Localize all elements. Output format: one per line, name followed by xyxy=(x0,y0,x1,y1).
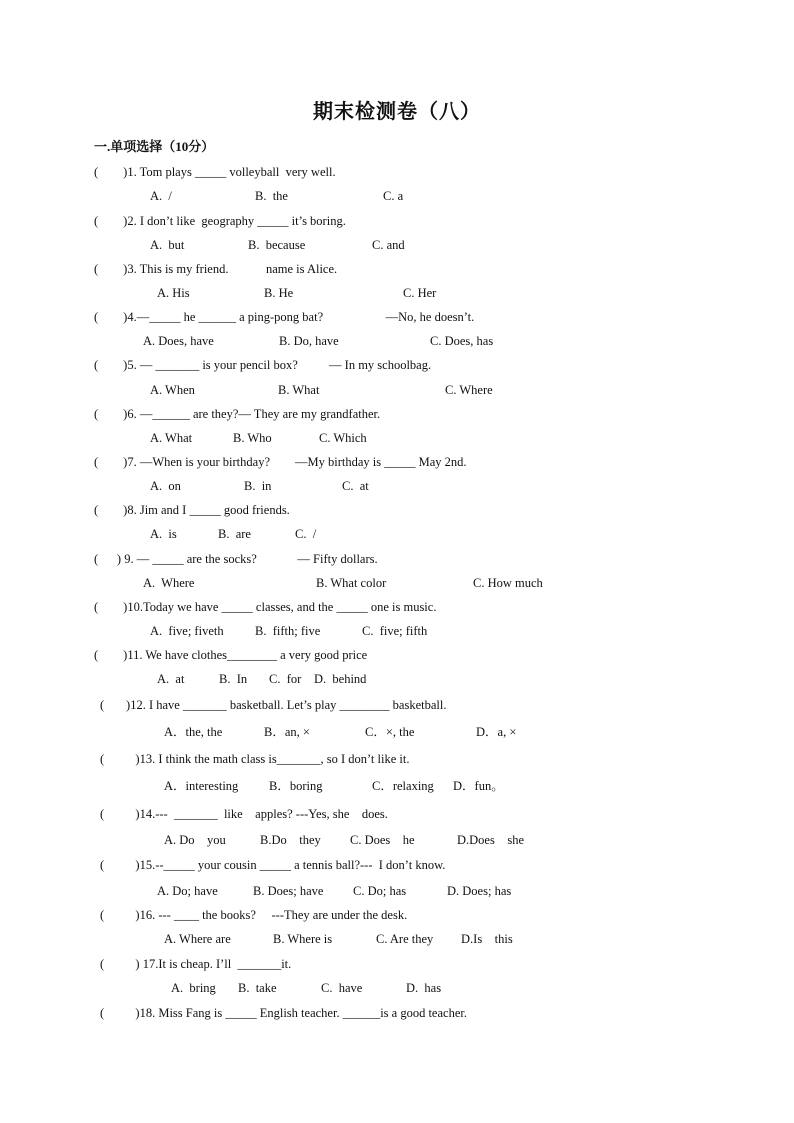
answer-option: B. In xyxy=(219,672,248,686)
answer-option: C．×, the xyxy=(365,725,415,739)
answer-option: A. / xyxy=(150,189,172,203)
answer-option: B. fifth; five xyxy=(255,624,321,638)
answer-option: C. and xyxy=(372,238,405,252)
question-stem: ( )14.--- _______ like apples? ---Yes, she does. xyxy=(100,807,388,821)
question-stem: ( )2. I don’t like geography _____ it’s boring. xyxy=(94,214,346,228)
answer-option: C. How much xyxy=(473,576,543,590)
answer-option: C. five; fifth xyxy=(362,624,428,638)
answer-option: C. Her xyxy=(403,286,437,300)
question-stem: ( )15.--_____ your cousin _____ a tennis ball?--- I don’t know. xyxy=(100,858,446,872)
answer-option: D．a, × xyxy=(476,725,517,739)
answer-option: B. in xyxy=(244,479,272,493)
answer-option: D.Does she xyxy=(457,833,525,847)
question-stem: ( )10.Today we have _____ classes, and the _____ one is music. xyxy=(94,600,437,614)
answer-option: A．interesting xyxy=(164,779,239,793)
answer-option: B. the xyxy=(255,189,288,203)
question-stem: ( ) 9. — _____ are the socks? — Fifty dollars. xyxy=(94,552,378,566)
answer-option: B．an, × xyxy=(264,725,310,739)
answer-option: A. Where xyxy=(143,576,195,590)
answer-option: B. Where is xyxy=(273,932,333,946)
question-stem: ( )18. Miss Fang is _____ English teacher. ______is a good teacher. xyxy=(100,1006,467,1020)
question-stem: ( )1. Tom plays _____ volleyball very well. xyxy=(94,165,336,179)
section-heading: 一.单项选择（10分） xyxy=(94,139,215,154)
answer-option: A. Does, have xyxy=(143,334,214,348)
answer-option: B. Does; have xyxy=(253,884,324,898)
question-stem: ( )11. We have clothes________ a very good price xyxy=(94,648,368,662)
answer-option: A. Do; have xyxy=(157,884,218,898)
answer-option: C．relaxing xyxy=(372,779,434,793)
question-stem: ( )5. — _______ is your pencil box? — In my schoolbag. xyxy=(94,358,432,372)
question-stem: ( )7. —When is your birthday? —My birthday is _____ May 2nd. xyxy=(94,455,467,469)
answer-option: A. but xyxy=(150,238,185,252)
question-stem: ( )13. I think the math class is_______, so I don’t like it. xyxy=(100,752,410,766)
answer-option: B.Do they xyxy=(260,833,321,847)
answer-option: A．the, the xyxy=(164,725,223,739)
answer-option: B．boring xyxy=(269,779,323,793)
answer-option: C. a xyxy=(383,189,404,203)
answer-option: B. Do, have xyxy=(279,334,339,348)
answer-option: A. Where are xyxy=(164,932,231,946)
answer-option: B. because xyxy=(248,238,306,252)
question-stem: ( )3. This is my friend. name is Alice. xyxy=(94,262,338,276)
answer-option: A. Do you xyxy=(164,833,226,847)
question-stem: ( )6. —______ are they?— They are my grandfather. xyxy=(94,407,381,421)
answer-option: D．fun。 xyxy=(453,779,504,793)
answer-option: C. have xyxy=(321,981,363,995)
answer-option: A. His xyxy=(157,286,190,300)
answer-option: B. He xyxy=(264,286,294,300)
answer-option: C. at xyxy=(342,479,369,493)
answer-option: A. When xyxy=(150,383,195,397)
answer-option: C. Does he xyxy=(350,833,415,847)
answer-option: B. What color xyxy=(316,576,387,590)
page-title: 期末检测卷（八） xyxy=(313,101,481,123)
answer-option: D.Is this xyxy=(461,932,513,946)
answer-option: C. Does, has xyxy=(430,334,494,348)
answer-option: C. Are they xyxy=(376,932,434,946)
answer-option: C. for xyxy=(269,672,302,686)
answer-option: C. Do; has xyxy=(353,884,407,898)
answer-option: A. bring xyxy=(171,981,216,995)
answer-option: A. What xyxy=(150,431,193,445)
answer-option: C. / xyxy=(295,527,317,541)
answer-option: D. behind xyxy=(314,672,367,686)
answer-option: B. What xyxy=(278,383,320,397)
question-stem: ( )12. I have _______ basketball. Let’s play ________ basketball. xyxy=(100,698,447,712)
answer-option: A. at xyxy=(157,672,185,686)
question-stem: ( )16. --- ____ the books? ---They are under the desk. xyxy=(100,908,408,922)
answer-option: C. Where xyxy=(445,383,493,397)
answer-option: B. Who xyxy=(233,431,272,445)
answer-option: A. five; fiveth xyxy=(150,624,224,638)
answer-option: B. take xyxy=(238,981,277,995)
answer-option: C. Which xyxy=(319,431,367,445)
answer-option: A. on xyxy=(150,479,181,493)
question-stem: ( ) 17.It is cheap. I’ll _______it. xyxy=(100,957,292,971)
question-stem: ( )4.—_____ he ______ a ping-pong bat? —No, he doesn’t. xyxy=(94,310,475,324)
question-stem: ( )8. Jim and I _____ good friends. xyxy=(94,503,290,517)
answer-option: D. has xyxy=(406,981,442,995)
answer-option: A. is xyxy=(150,527,177,541)
answer-option: B. are xyxy=(218,527,251,541)
answer-option: D. Does; has xyxy=(447,884,512,898)
